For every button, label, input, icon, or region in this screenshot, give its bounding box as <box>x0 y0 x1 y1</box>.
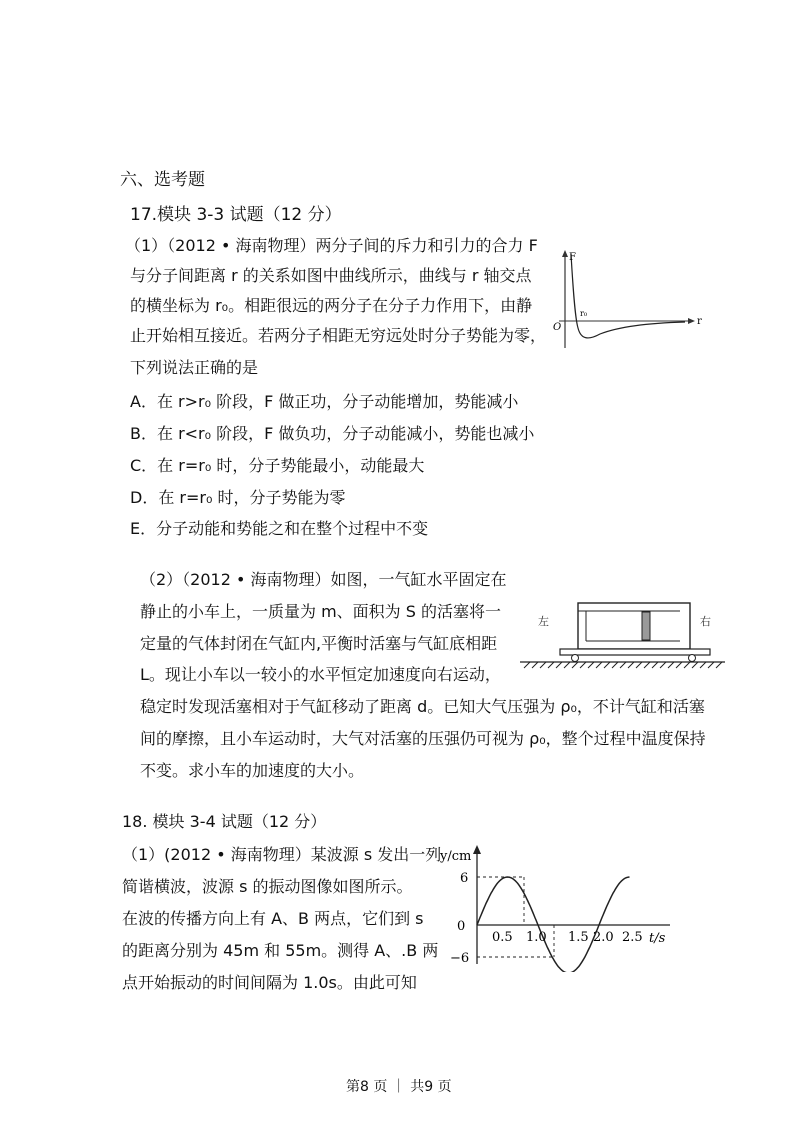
q17-p1-line-5: 下列说法正确的是 <box>130 358 259 377</box>
y-tick-6: 6 <box>460 871 469 886</box>
q17-p1-line-4: 止开始相互接近。若两分子相距无穷远处时分子势能为零， <box>130 326 547 345</box>
left-label: 左 <box>538 615 549 628</box>
q18-line-4: 的距离分别为 45m 和 55m。测得 A、.B 两 <box>122 941 439 960</box>
q17-option-d: D．在 r=r₀ 时，分子势能为零 <box>130 488 346 507</box>
q17-p2-line-5: 稳定时发现活塞相对于气缸移动了距离 d。已知大气压强为 ρ₀，不计气缸和活塞 <box>140 697 705 716</box>
force-distance-figure <box>545 248 705 362</box>
q18-line-3: 在波的传播方向上有 A、B 两点，它们到 s <box>122 909 424 928</box>
q17-p1-line-2: 与分子间距离 r 的关系如图中曲线所示，曲线与 r 轴交点 <box>130 266 532 285</box>
q18-line-2: 简谐横波，波源 s 的振动图像如图所示。 <box>122 877 413 896</box>
x-tick-1-0: 1.0 <box>526 930 547 945</box>
q17-option-b: B．在 r<r₀ 阶段，F 做负功，分子动能减小，势能也减小 <box>130 424 535 443</box>
x-tick-2-5: 2.5 <box>622 930 643 945</box>
x-tick-1-5: 1.5 <box>568 930 589 945</box>
y-axis-label: y/cm <box>440 849 472 864</box>
cylinder-cart-figure <box>520 595 725 679</box>
q17-p2-line-6: 间的摩擦，且小车运动时，大气对活塞的压强仍可视为 ρ₀，整个过程中温度保持 <box>140 729 706 748</box>
r0-label: r₀ <box>580 309 588 318</box>
y-tick-neg6: −6 <box>450 951 470 966</box>
x-tick-0-5: 0.5 <box>492 930 513 945</box>
page-footer: 第8 页 ｜ 共9 页 <box>346 1079 452 1095</box>
q17-option-e: E．分子动能和势能之和在整个过程中不变 <box>130 519 429 538</box>
vibration-graph <box>430 842 680 976</box>
origin-tick: 0 <box>457 919 466 934</box>
origin-label: O <box>553 322 562 333</box>
axis-label-f: F <box>569 252 576 263</box>
q17-p2-line-2: 静止的小车上，一质量为 m、面积为 S 的活塞将一 <box>140 602 502 621</box>
x-tick-2-0: 2.0 <box>593 930 614 945</box>
q18-title: 18. 模块 3-4 试题（12 分） <box>122 812 327 831</box>
q17-p1-line-1: （1）（2012 • 海南物理）两分子间的斥力和引力的合力 F <box>125 236 538 255</box>
q17-p1-line-3: 的横坐标为 r₀。相距很远的两分子在分子力作用下，由静 <box>130 296 533 315</box>
q18-line-5: 点开始振动的时间间隔为 1.0s。由此可知 <box>122 973 417 992</box>
x-axis-label: t/s <box>649 931 666 946</box>
q17-p2-line-4: L。现让小车以一较小的水平恒定加速度向右运动， <box>140 665 501 684</box>
q17-option-c: C．在 r=r₀ 时，分子势能最小，动能最大 <box>130 456 425 475</box>
axis-label-r: r <box>697 316 702 327</box>
q17-p2-line-3: 定量的气体封闭在气缸内,平衡时活塞与气缸底相距 <box>140 634 498 653</box>
right-label: 右 <box>700 615 711 628</box>
q18-line-1: （1）(2012 • 海南物理）某波源 s 发出一列 <box>122 845 442 864</box>
q17-p2-line-7: 不变。求小车的加速度的大小。 <box>140 761 365 780</box>
q17-title: 17.模块 3-3 试题（12 分） <box>130 205 342 225</box>
q17-p2-line-1: （2）（2012 • 海南物理）如图，一气缸水平固定在 <box>140 570 507 589</box>
section-title: 六、选考题 <box>120 170 205 190</box>
q17-option-a: A．在 r>r₀ 阶段，F 做正功，分子动能增加，势能减小 <box>130 392 519 411</box>
